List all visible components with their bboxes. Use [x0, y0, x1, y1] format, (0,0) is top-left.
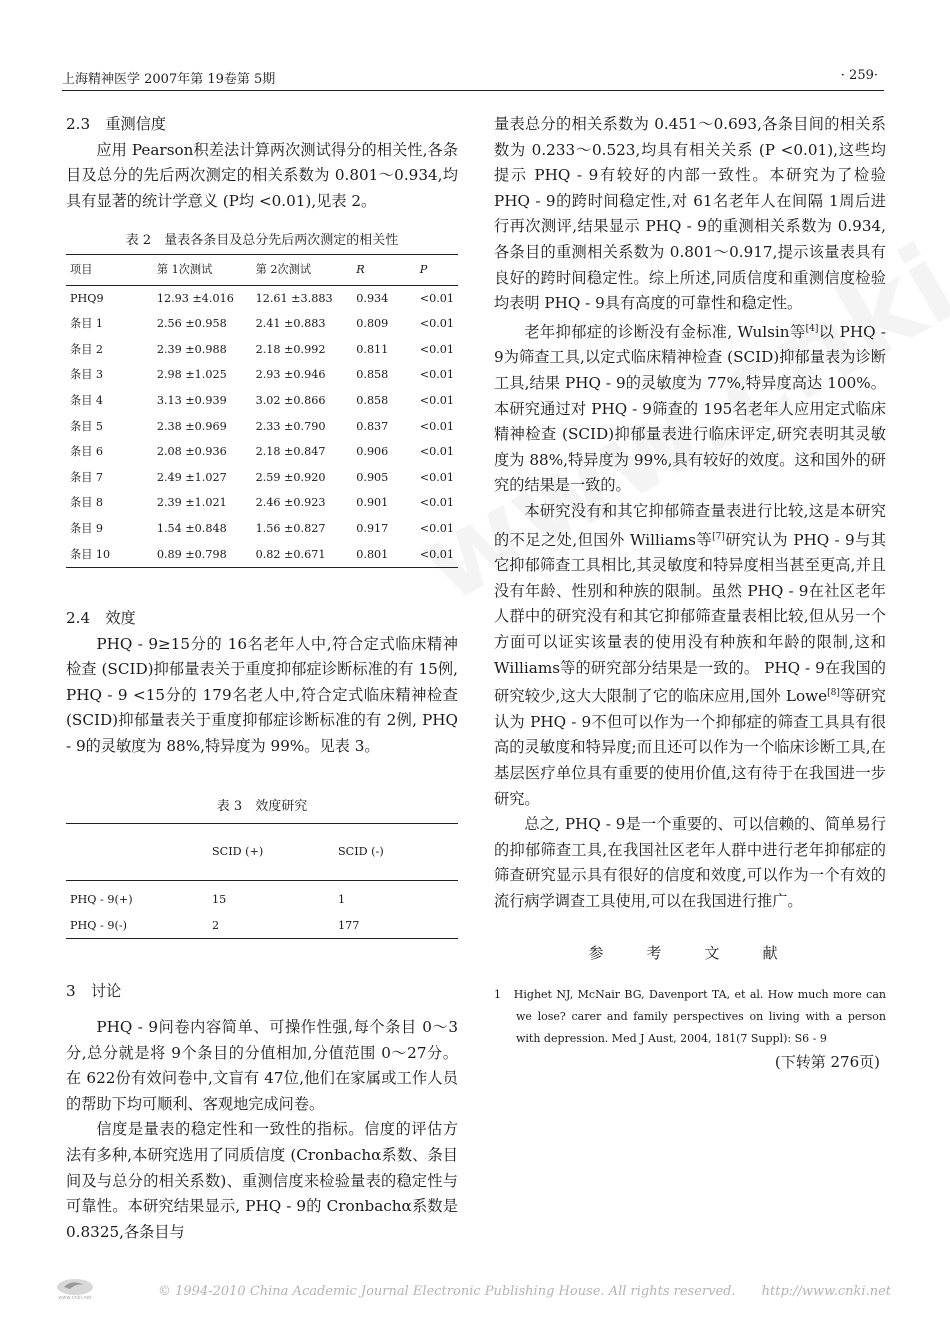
table2-cell: 2.93 ±0.946 [255, 368, 326, 382]
table2-cell: 条目 8 [70, 496, 104, 510]
table2-cell: <0.01 [419, 470, 454, 484]
table2-cell: 2.46 ±0.923 [255, 496, 326, 510]
right-paragraph-2-text-b: 以 PHQ - 9为筛查工具,以定式临床精神检查 (SCID)抑郁量表为诊断工具,结果 PHQ - 9的灵敏度为 77%,特异度高达 100%。本研究通过对 PHQ - 9筛查的 195名老年人应用定式临床精神检查 (SCID)抑郁量表进行临床评定,研究表明其灵敏度为 88%,特异度为 99%,具有较好的效度。这和国外的研究的结果是一致的。 [494, 322, 886, 495]
table2-cell: 12.93 ±4.016 [156, 291, 234, 305]
table2-cell: <0.01 [419, 317, 454, 331]
table2-cell: 条目 1 [70, 317, 104, 331]
right-paragraph-3-text-c: 等研究认为 PHQ - 9不但可以作为一个抑郁症的筛查工具具有很高的灵敏度和特异度;而且还可以作为一个临床诊断工具,在基层医疗单位具有重要的使用价值,这有待于在我国进一步研究。 [494, 687, 886, 808]
cnki-logo [54, 1277, 96, 1301]
table2-cell: <0.01 [419, 419, 454, 433]
table2-cell: 2.98 ±1.025 [156, 368, 227, 382]
table2-cell: 条目 10 [70, 547, 111, 561]
table2-cell: <0.01 [419, 496, 454, 510]
table2-cell: 0.837 [356, 419, 389, 433]
right-paragraph-2 [494, 317, 886, 499]
table2-row [66, 337, 458, 363]
table2-cell: 0.858 [356, 393, 389, 407]
cnki-logo-icon [54, 1277, 96, 1301]
table2-cell: 0.934 [356, 291, 389, 305]
table3-header: SCID (-) [334, 824, 458, 881]
table2-cell: 0.809 [356, 317, 389, 331]
table2-cell: 条目 6 [70, 445, 104, 459]
table3-body [66, 881, 458, 939]
table3-cell: 2 [212, 918, 220, 932]
table2-cell: 12.61 ±3.883 [255, 291, 333, 305]
table3-cell: 1 [338, 893, 346, 907]
table2-cell: 0.801 [356, 547, 389, 561]
table2-cell: 条目 3 [70, 368, 104, 382]
table2-header: 项目 [66, 254, 153, 285]
table3-row [66, 881, 458, 913]
citation-4: [4] [805, 323, 819, 334]
table2-row [66, 542, 458, 568]
table2-cell: 0.906 [356, 445, 389, 459]
table2-cell: <0.01 [419, 521, 454, 535]
table2-row [66, 516, 458, 542]
table2-cell: 0.917 [356, 521, 389, 535]
references-title: 参 考 文 献 [588, 943, 792, 962]
table3-cell: 177 [338, 918, 360, 932]
table2-row [66, 362, 458, 388]
table2-cell: 0.89 ±0.798 [156, 547, 227, 561]
citation-7: [7] [712, 531, 725, 542]
section-3-paragraph-1: PHQ - 9问卷内容简单、可操作性强,每个条目 0～3分,总分就是将 9个条目的分值相加,分值范围 0～27分。在 622份有效问卷中,文盲有 47位,他们在家属或工作人员的帮助下均可顺利、客观地完成问卷。 [66, 1018, 458, 1113]
table2-cell: 0.811 [356, 342, 389, 356]
table3 [66, 823, 458, 939]
table2-cell: 2.56 ±0.958 [156, 317, 227, 331]
table2-cell: <0.01 [419, 291, 454, 305]
table2-header: 第 1次测试 [153, 254, 252, 285]
table2-cell: 2.59 ±0.920 [255, 470, 326, 484]
table2-cell: 2.38 ±0.969 [156, 419, 227, 433]
table2-cell: 条目 9 [70, 521, 104, 535]
table3-caption: 表 3 效度研究 [216, 798, 308, 814]
table3-header [66, 824, 208, 881]
table2-cell: 2.39 ±1.021 [156, 496, 227, 510]
table2-cell: 条目 2 [70, 342, 104, 356]
right-paragraph-3-text-b: 研究认为 PHQ - 9与其它抑郁筛查工具相比,其灵敏度和特异度相当甚至更高,并且没有年龄、性别和种族的限制。虽然 PHQ - 9在社区老年人群中的研究没有和其它抑郁筛查量表相比较,但从另一个方面可以证实该量表的使用没有种族和年龄的限制,这和 Williams等的研究部分结果是一致的。 PHQ - 9在我国的研究较少,这大大限制了它的临床应用,国外 Lowe [494, 530, 886, 706]
table2-cell: <0.01 [419, 445, 454, 459]
section-2-4-paragraph: PHQ - 9≥15分的 16名老年人中,符合定式临床精神检查 (SCID)抑郁量表关于重度抑郁症诊断标准的有 15例, PHQ - 9 <15分的 179名老人中,符合定式临床精神检查 (SCID)抑郁量表关于重度抑郁症诊断标准的有 2例, PHQ - 9的灵敏度为 88%,特异度为 99%。见表 3。 [66, 634, 458, 756]
table2-cell: 2.18 ±0.847 [255, 445, 326, 459]
table2-row [66, 311, 458, 337]
table2-row [66, 465, 458, 491]
table2-body [66, 285, 458, 568]
table2-cell: 2.08 ±0.936 [156, 445, 227, 459]
right-paragraph-4: 总之, PHQ - 9是一个重要的、可以信赖的、简单易行的抑郁筛查工具,在我国社区老年人群中进行老年抑郁症的筛查研究显示具有很好的信度和效度,可以作为一个有效的流行病学调查工具使用,可以在我国进行推广。 [494, 815, 886, 910]
table2-cell: 2.41 ±0.883 [255, 317, 326, 331]
table2-row [66, 388, 458, 414]
table2-header: R [352, 254, 415, 285]
table2-cell: 3.02 ±0.866 [255, 393, 326, 407]
reference-1: 1 Highet NJ, McNair BG, Davenport TA, et al. How much more can we lose? carer and family perspectives on living with a person with depression. Med J Aust, 2004, 181(7 Suppl): S6 - 9 [494, 988, 886, 1046]
right-paragraph-3 [494, 499, 886, 812]
table2-cell: 0.905 [356, 470, 389, 484]
table2-cell: 1.54 ±0.848 [156, 521, 227, 535]
section-2-3-paragraph: 应用 Pearson积差法计算两次测试得分的相关性,各条目及总分的先后两次测定的相关系数为 0.801～0.934,均具有显著的统计学意义 (P均 <0.01),见表 2。 [66, 140, 458, 210]
page-number: · 259· [840, 68, 878, 83]
table2-row [66, 490, 458, 516]
right-column [494, 112, 886, 1076]
table2-row [66, 414, 458, 440]
table2-row [66, 439, 458, 465]
table2-cell: <0.01 [419, 547, 454, 561]
table2-cell: 2.18 ±0.992 [255, 342, 326, 356]
right-paragraph-3-text-a: 本研究没有和其它抑郁筛查量表进行比较,这是本研究的不足之处,但国外 Williams等 [494, 501, 886, 549]
table2 [66, 254, 458, 568]
footer [50, 1277, 910, 1303]
section-3-title: 3 讨论 [66, 982, 122, 1001]
table2-cell: PHQ9 [70, 291, 104, 305]
section-2-4-title: 2.4 效度 [66, 609, 136, 628]
section-3-paragraph-2: 信度是量表的稳定性和一致性的指标。信度的评估方法有多种,本研究选用了同质信度 (Cronbachα系数、条目间及与总分的相关系数)、重测信度来检验量表的稳定性与可靠性。本研究结果显示, PHQ - 9的 Cronbachα系数是 0.8325,各条目与 [66, 1120, 458, 1241]
right-paragraph-2-text-a: 老年抑郁症的诊断没有金标准, Wulsin等 [524, 322, 806, 341]
table2-cell: 条目 5 [70, 419, 104, 433]
right-paragraph-1: 量表总分的相关系数为 0.451～0.693,各条目间的相关系数为 0.233～0.523,均具有相关关系 (P <0.01),这些均提示 PHQ - 9有较好的内部一致性。本研究为了检验 PHQ - 9的跨时间稳定性,对 61名老年人在间隔 1周后进行再次测评,结果显示 PHQ - 9的重测相关系数为 0.934,各条目的重测相关系数为 0.801～0.917,提示该量表具有良好的跨时间稳定性。综上所述,同质信度和重测信度检验均表明 PHQ - 9具有高度的可靠性和稳定性。 [494, 115, 886, 313]
table3-cell: PHQ - 9(+) [70, 893, 133, 907]
journal-header: 上海精神医学 2007年第 19卷第 5期 [62, 72, 276, 87]
table2-cell: 2.49 ±1.027 [156, 470, 227, 484]
table2-cell: 0.901 [356, 496, 389, 510]
table3-header: SCID (+) [208, 824, 334, 881]
table3-cell: PHQ - 9(-) [70, 918, 127, 932]
header-rule [62, 90, 884, 91]
table2-row [66, 285, 458, 311]
table2-cell: 2.39 ±0.988 [156, 342, 227, 356]
table3-cell: 15 [212, 893, 227, 907]
table2-cell: <0.01 [419, 368, 454, 382]
section-2-3-title: 2.3 重测信度 [66, 115, 167, 133]
table2-cell: <0.01 [419, 342, 454, 356]
table3-row [66, 913, 458, 939]
copyright-notice: © 1994-2010 China Academic Journal Electronic Publishing House. All rights reserved. http://www.cnki.net [158, 1284, 891, 1299]
table2-header: P [416, 254, 458, 285]
left-column [66, 112, 458, 1245]
table2-caption: 表 2 量表各条目及总分先后两次测定的相关性 [125, 233, 399, 249]
table2-cell: 条目 7 [70, 470, 104, 484]
citation-8: [8] [827, 688, 840, 699]
table2-cell: 3.13 ±0.939 [156, 393, 227, 407]
table2-cell: 0.82 ±0.671 [255, 547, 326, 561]
table2-cell: <0.01 [419, 393, 454, 407]
table2-cell: 条目 4 [70, 393, 104, 407]
table2-cell: 2.33 ±0.790 [255, 419, 326, 433]
table2-cell: 1.56 ±0.827 [255, 521, 326, 535]
continued-note: (下转第 276页) [774, 1053, 880, 1072]
cnki-logo-text: www.cnki.net [58, 1295, 92, 1301]
table2-cell: 0.858 [356, 368, 389, 382]
table2-header: 第 2次测试 [252, 254, 353, 285]
